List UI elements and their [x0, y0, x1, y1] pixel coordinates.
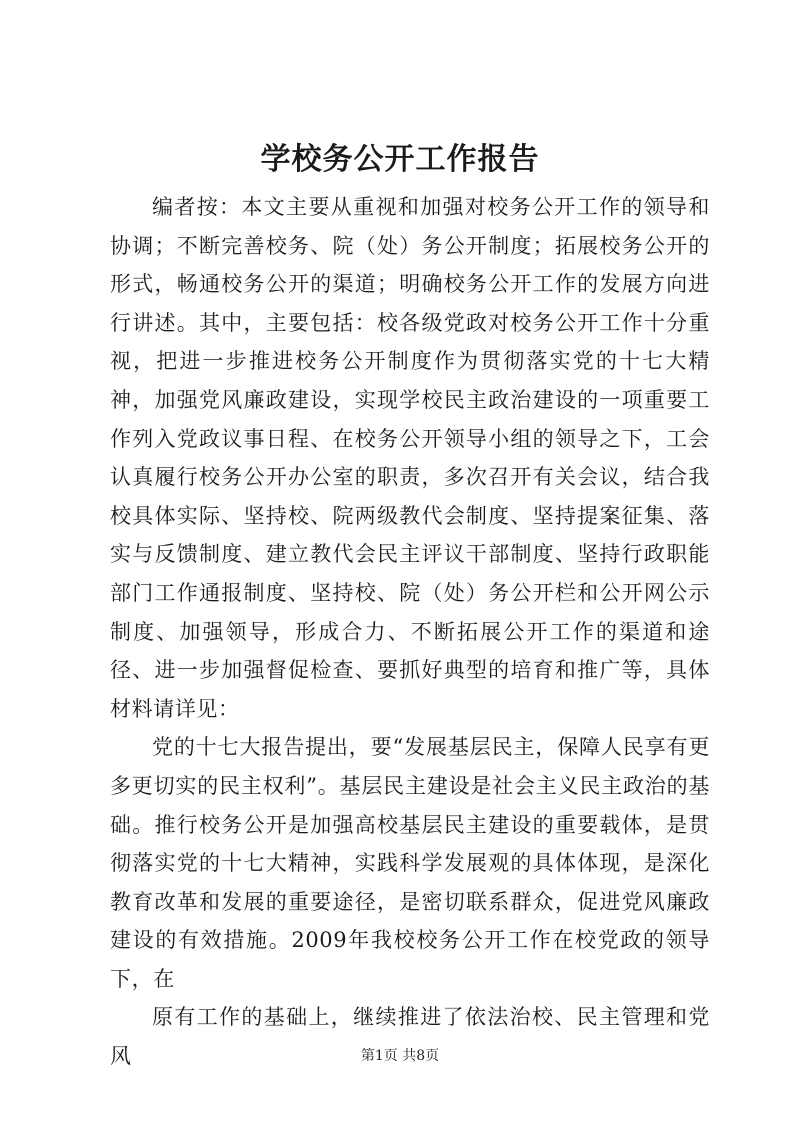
paragraph-editor-note: 编者按：本文主要从重视和加强对校务公开工作的领导和协调；不断完善校务、院（处）务公开制度；拓展校务公开的形式，畅通校务公开的渠道；明确校务公开工作的发展方向进行讲述。其中，主要包括：校各级党政对校务公开工作十分重视，把进一步推进校务公开制度作为贯彻落实党的十七大精神，加强党风廉政建设，实现学校民主政治建设的一项重要工作列入党政议事日程、在校务公开领导小组的领导之下，工会认真履行校务公开办公室的职责，多次召开有关会议，结合我校具体实际、坚持校、院两级教代会制度、坚持提案征集、落实与反馈制度、建立教代会民主评议干部制度、坚持行政职能部门工作通报制度、坚持校、院（处）务公开栏和公开网公示制度、加强领导，形成合力、不断拓展公开工作的渠道和途径、进一步加强督促检查、要抓好典型的培育和推广等，具体材料请详见： [110, 195, 710, 721]
paragraph-report-intro: 党的十七大报告提出，要“发展基层民主，保障人民享有更多更切实的民主权利”。基层民主建设是社会主义民主政治的基础。推行校务公开是加强高校基层民主建设的重要载体，是贯彻落实党的十七大精神，实践科学发展观的具体体现，是深化教育改革和发展的重要途径，是密切联系群众，促进党风廉政建设的有效措施。2009年我校校务公开工作在校党政的领导下，在 [110, 735, 710, 991]
document-title: 学校务公开工作报告 [260, 142, 540, 177]
document-body [110, 188, 710, 1076]
paragraph-continuation: 原有工作的基础上，继续推进了依法治校、民主管理和党风 [110, 1005, 710, 1069]
page-footer: 第1页 共8页 [360, 1048, 440, 1064]
